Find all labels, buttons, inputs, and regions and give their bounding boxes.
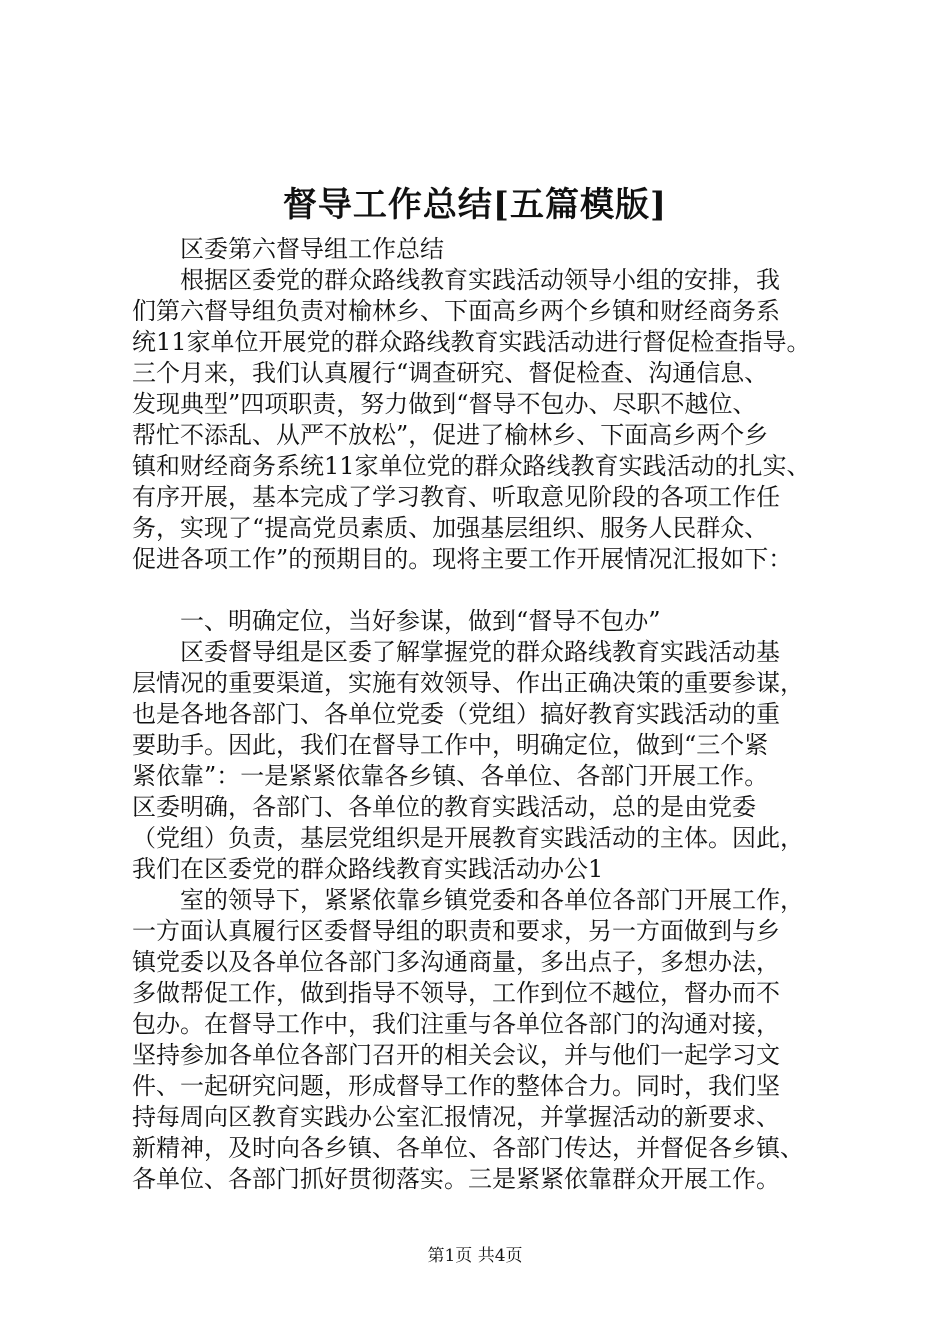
paragraph-line: 也是各地各部门、各单位党委（党组）搞好教育实践活动的重 bbox=[132, 700, 780, 728]
paragraph-line: 帮忙不添乱、从严不放松”，促进了榆林乡、下面高乡两个乡 bbox=[132, 421, 769, 449]
paragraph-gap bbox=[132, 575, 852, 606]
page-number-footer: 第1页 共4页 bbox=[427, 1246, 523, 1266]
section-heading: 一、明确定位，当好参谋，做到“督导不包办” bbox=[180, 607, 661, 635]
paragraph-line: 三个月来，我们认真履行“调查研究、督促检查、沟通信息、 bbox=[132, 359, 769, 387]
paragraph-line: 新精神，及时向各乡镇、各单位、各部门传达，并督促各乡镇、 bbox=[132, 1134, 804, 1162]
paragraph-line: 件、一起研究问题，形成督导工作的整体合力。同时，我们坚 bbox=[132, 1072, 780, 1100]
document-body bbox=[132, 234, 852, 1195]
paragraph-line: 我们在区委党的群众路线教育实践活动办公1 bbox=[132, 855, 604, 883]
paragraph-line: 包办。在督导工作中，我们注重与各单位各部门的沟通对接， bbox=[132, 1010, 780, 1038]
paragraph-line: （党组）负责，基层党组织是开展教育实践活动的主体。因此， bbox=[132, 824, 804, 852]
paragraph-line: 一方面认真履行区委督导组的职责和要求，另一方面做到与乡 bbox=[132, 917, 780, 945]
paragraph-line: 促进各项工作”的预期目的。现将主要工作开展情况汇报如下： bbox=[132, 545, 793, 573]
paragraph-line: 多做帮促工作，做到指导不领导，工作到位不越位，督办而不 bbox=[132, 979, 780, 1007]
paragraph-line: 室的领导下，紧紧依靠乡镇党委和各单位各部门开展工作， bbox=[180, 886, 804, 914]
paragraph-line: 紧依靠”：一是紧紧依靠各乡镇、各单位、各部门开展工作。 bbox=[132, 762, 769, 790]
paragraph-line: 有序开展，基本完成了学习教育、听取意见阶段的各项工作任 bbox=[132, 483, 780, 511]
paragraph-line: 区委督导组是区委了解掌握党的群众路线教育实践活动基 bbox=[180, 638, 780, 666]
paragraph-line: 发现典型”四项职责，努力做到“督导不包办、尽职不越位、 bbox=[132, 390, 757, 418]
paragraph-line: 镇和财经商务系统11家单位党的群众路线教育实践活动的扎实、 bbox=[132, 452, 811, 480]
paragraph-line: 要助手。因此，我们在督导工作中，明确定位，做到“三个紧 bbox=[132, 731, 769, 759]
subtitle-line: 区委第六督导组工作总结 bbox=[180, 235, 444, 263]
paragraph-line: 持每周向区教育实践办公室汇报情况，并掌握活动的新要求、 bbox=[132, 1103, 780, 1131]
paragraph-line: 统11家单位开展党的群众路线教育实践活动进行督促检查指导。 bbox=[132, 328, 811, 356]
paragraph-line: 根据区委党的群众路线教育实践活动领导小组的安排，我 bbox=[180, 266, 780, 294]
paragraph-line: 区委明确，各部门、各单位的教育实践活动，总的是由党委 bbox=[132, 793, 756, 821]
paragraph-line: 层情况的重要渠道，实施有效领导、作出正确决策的重要参谋， bbox=[132, 669, 804, 697]
paragraph-line: 各单位、各部门抓好贯彻落实。三是紧紧依靠群众开展工作。 bbox=[132, 1165, 780, 1193]
paragraph-line: 们第六督导组负责对榆林乡、下面高乡两个乡镇和财经商务系 bbox=[132, 297, 780, 325]
paragraph-line: 务，实现了“提高党员素质、加强基层组织、服务人民群众、 bbox=[132, 514, 769, 542]
paragraph-line: 镇党委以及各单位各部门多沟通商量，多出点子，多想办法， bbox=[132, 948, 780, 976]
document-title: 督导工作总结[五篇模版] bbox=[282, 185, 668, 225]
paragraph-line: 坚持参加各单位各部门召开的相关会议，并与他们一起学习文 bbox=[132, 1041, 780, 1069]
